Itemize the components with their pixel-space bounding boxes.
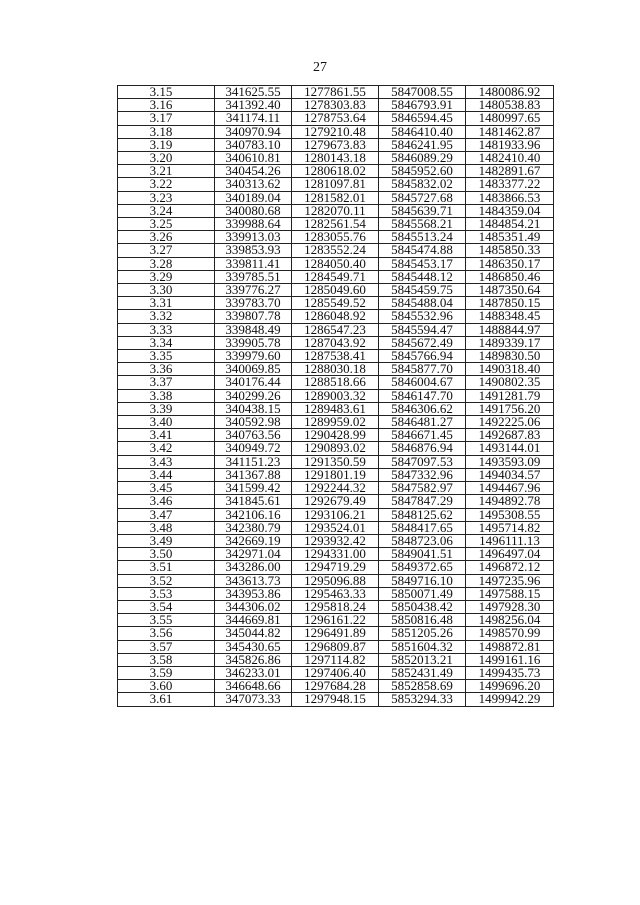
cell-value-d: 1499161.16 bbox=[466, 653, 554, 666]
cell-value-b: 1297114.82 bbox=[292, 653, 379, 666]
table-row bbox=[118, 574, 554, 587]
cell-point-id: 3.35 bbox=[118, 350, 215, 363]
table-row bbox=[118, 165, 554, 178]
table-row bbox=[118, 600, 554, 613]
cell-value-a: 339988.64 bbox=[215, 218, 292, 231]
cell-value-b: 1285549.52 bbox=[292, 297, 379, 310]
table-row bbox=[118, 442, 554, 455]
cell-value-b: 1292679.49 bbox=[292, 495, 379, 508]
cell-value-b: 1277861.55 bbox=[292, 86, 379, 99]
cell-value-c: 5853294.33 bbox=[379, 693, 466, 706]
cell-value-b: 1281582.01 bbox=[292, 191, 379, 204]
cell-point-id: 3.37 bbox=[118, 376, 215, 389]
cell-value-b: 1297684.28 bbox=[292, 680, 379, 693]
cell-point-id: 3.28 bbox=[118, 257, 215, 270]
table-row bbox=[118, 204, 554, 217]
cell-point-id: 3.33 bbox=[118, 323, 215, 336]
cell-value-b: 1283055.76 bbox=[292, 231, 379, 244]
cell-value-b: 1295463.33 bbox=[292, 587, 379, 600]
cell-value-c: 5852858.69 bbox=[379, 680, 466, 693]
table-row bbox=[118, 495, 554, 508]
cell-value-d: 1498256.04 bbox=[466, 614, 554, 627]
cell-value-b: 1281097.81 bbox=[292, 178, 379, 191]
cell-value-b: 1280143.18 bbox=[292, 152, 379, 165]
cell-point-id: 3.36 bbox=[118, 363, 215, 376]
cell-value-b: 1296809.87 bbox=[292, 640, 379, 653]
cell-value-c: 5845594.47 bbox=[379, 323, 466, 336]
cell-value-c: 5845727.68 bbox=[379, 191, 466, 204]
table-row bbox=[118, 231, 554, 244]
cell-value-d: 1480997.65 bbox=[466, 112, 554, 125]
cell-value-a: 341599.42 bbox=[215, 482, 292, 495]
cell-point-id: 3.43 bbox=[118, 455, 215, 468]
cell-value-d: 1496872.12 bbox=[466, 561, 554, 574]
cell-point-id: 3.38 bbox=[118, 389, 215, 402]
cell-value-a: 346233.01 bbox=[215, 666, 292, 679]
cell-value-a: 341625.55 bbox=[215, 86, 292, 99]
cell-value-d: 1486850.46 bbox=[466, 270, 554, 283]
cell-value-c: 5847097.53 bbox=[379, 455, 466, 468]
cell-value-b: 1292244.32 bbox=[292, 482, 379, 495]
cell-value-c: 5845448.12 bbox=[379, 270, 466, 283]
cell-value-a: 339913.03 bbox=[215, 231, 292, 244]
cell-value-a: 340299.26 bbox=[215, 389, 292, 402]
cell-value-d: 1489339.17 bbox=[466, 336, 554, 349]
table-row bbox=[118, 548, 554, 561]
cell-value-a: 340949.72 bbox=[215, 442, 292, 455]
table-row bbox=[118, 508, 554, 521]
table-row bbox=[118, 640, 554, 653]
cell-value-b: 1294719.29 bbox=[292, 561, 379, 574]
cell-value-a: 341845.61 bbox=[215, 495, 292, 508]
table-row bbox=[118, 416, 554, 429]
cell-value-b: 1293932.42 bbox=[292, 534, 379, 547]
table-row bbox=[118, 587, 554, 600]
cell-value-d: 1481462.87 bbox=[466, 125, 554, 138]
cell-value-a: 339811.41 bbox=[215, 257, 292, 270]
cell-point-id: 3.27 bbox=[118, 244, 215, 257]
cell-value-d: 1488844.97 bbox=[466, 323, 554, 336]
cell-value-b: 1288030.18 bbox=[292, 363, 379, 376]
cell-value-d: 1483866.53 bbox=[466, 191, 554, 204]
cell-value-b: 1286547.23 bbox=[292, 323, 379, 336]
cell-value-a: 345430.65 bbox=[215, 640, 292, 653]
cell-value-a: 339785.51 bbox=[215, 270, 292, 283]
cell-point-id: 3.61 bbox=[118, 693, 215, 706]
cell-value-a: 340610.81 bbox=[215, 152, 292, 165]
cell-value-d: 1492687.83 bbox=[466, 429, 554, 442]
cell-value-b: 1287538.41 bbox=[292, 350, 379, 363]
cell-value-c: 5847582.97 bbox=[379, 482, 466, 495]
cell-point-id: 3.16 bbox=[118, 99, 215, 112]
cell-point-id: 3.59 bbox=[118, 666, 215, 679]
cell-value-d: 1498872.81 bbox=[466, 640, 554, 653]
cell-point-id: 3.50 bbox=[118, 548, 215, 561]
cell-value-c: 5849716.10 bbox=[379, 574, 466, 587]
cell-value-d: 1491756.20 bbox=[466, 402, 554, 415]
cell-value-d: 1495714.82 bbox=[466, 521, 554, 534]
cell-point-id: 3.31 bbox=[118, 297, 215, 310]
cell-value-a: 344306.02 bbox=[215, 600, 292, 613]
cell-value-b: 1289959.02 bbox=[292, 416, 379, 429]
table-row bbox=[118, 178, 554, 191]
cell-point-id: 3.49 bbox=[118, 534, 215, 547]
cell-value-b: 1290893.02 bbox=[292, 442, 379, 455]
cell-point-id: 3.22 bbox=[118, 178, 215, 191]
cell-point-id: 3.44 bbox=[118, 468, 215, 481]
table-row bbox=[118, 310, 554, 323]
cell-point-id: 3.42 bbox=[118, 442, 215, 455]
table-row bbox=[118, 191, 554, 204]
cell-value-b: 1279673.83 bbox=[292, 138, 379, 151]
cell-value-b: 1283552.24 bbox=[292, 244, 379, 257]
table-row bbox=[118, 468, 554, 481]
cell-point-id: 3.58 bbox=[118, 653, 215, 666]
cell-value-a: 340069.85 bbox=[215, 363, 292, 376]
cell-point-id: 3.20 bbox=[118, 152, 215, 165]
cell-value-c: 5846004.67 bbox=[379, 376, 466, 389]
cell-value-a: 345826.86 bbox=[215, 653, 292, 666]
cell-point-id: 3.17 bbox=[118, 112, 215, 125]
cell-value-a: 339776.27 bbox=[215, 284, 292, 297]
table-row bbox=[118, 350, 554, 363]
cell-point-id: 3.56 bbox=[118, 627, 215, 640]
cell-value-b: 1297948.15 bbox=[292, 693, 379, 706]
cell-point-id: 3.57 bbox=[118, 640, 215, 653]
cell-point-id: 3.46 bbox=[118, 495, 215, 508]
cell-value-a: 347073.33 bbox=[215, 693, 292, 706]
page-number: 27 bbox=[313, 60, 327, 75]
cell-value-c: 5847008.55 bbox=[379, 86, 466, 99]
cell-value-c: 5851205.26 bbox=[379, 627, 466, 640]
cell-value-c: 5846793.91 bbox=[379, 99, 466, 112]
cell-point-id: 3.21 bbox=[118, 165, 215, 178]
cell-value-d: 1497235.96 bbox=[466, 574, 554, 587]
cell-value-b: 1296491.89 bbox=[292, 627, 379, 640]
table-row bbox=[118, 521, 554, 534]
cell-point-id: 3.48 bbox=[118, 521, 215, 534]
coordinate-table-container bbox=[117, 85, 554, 707]
cell-value-c: 5847332.96 bbox=[379, 468, 466, 481]
cell-value-d: 1490318.40 bbox=[466, 363, 554, 376]
cell-value-d: 1483377.22 bbox=[466, 178, 554, 191]
cell-value-b: 1279210.48 bbox=[292, 125, 379, 138]
cell-value-b: 1293106.21 bbox=[292, 508, 379, 521]
cell-value-c: 5846594.45 bbox=[379, 112, 466, 125]
cell-value-b: 1288518.66 bbox=[292, 376, 379, 389]
table-row bbox=[118, 152, 554, 165]
cell-value-c: 5852431.49 bbox=[379, 666, 466, 679]
cell-value-c: 5846410.40 bbox=[379, 125, 466, 138]
table-row bbox=[118, 666, 554, 679]
table-row bbox=[118, 561, 554, 574]
cell-value-c: 5845474.88 bbox=[379, 244, 466, 257]
cell-value-c: 5845672.49 bbox=[379, 336, 466, 349]
cell-point-id: 3.51 bbox=[118, 561, 215, 574]
cell-value-a: 346648.66 bbox=[215, 680, 292, 693]
cell-value-a: 340080.68 bbox=[215, 204, 292, 217]
cell-value-a: 340313.62 bbox=[215, 178, 292, 191]
cell-value-a: 339848.49 bbox=[215, 323, 292, 336]
cell-value-d: 1488348.45 bbox=[466, 310, 554, 323]
cell-value-a: 341392.40 bbox=[215, 99, 292, 112]
cell-value-c: 5845513.24 bbox=[379, 231, 466, 244]
cell-point-id: 3.34 bbox=[118, 336, 215, 349]
cell-value-c: 5845639.71 bbox=[379, 204, 466, 217]
cell-point-id: 3.39 bbox=[118, 402, 215, 415]
cell-value-a: 342380.79 bbox=[215, 521, 292, 534]
coordinate-table-body bbox=[118, 86, 554, 707]
cell-value-b: 1295818.24 bbox=[292, 600, 379, 613]
cell-value-a: 342106.16 bbox=[215, 508, 292, 521]
cell-value-a: 343613.73 bbox=[215, 574, 292, 587]
coordinate-table bbox=[117, 85, 554, 707]
cell-value-c: 5846241.95 bbox=[379, 138, 466, 151]
cell-point-id: 3.32 bbox=[118, 310, 215, 323]
cell-value-a: 340970.94 bbox=[215, 125, 292, 138]
cell-value-a: 341151.23 bbox=[215, 455, 292, 468]
table-row bbox=[118, 455, 554, 468]
cell-value-d: 1489830.50 bbox=[466, 350, 554, 363]
cell-value-c: 5845766.94 bbox=[379, 350, 466, 363]
cell-value-d: 1486350.17 bbox=[466, 257, 554, 270]
table-row bbox=[118, 297, 554, 310]
cell-value-c: 5845453.17 bbox=[379, 257, 466, 270]
cell-value-a: 340438.15 bbox=[215, 402, 292, 415]
table-row bbox=[118, 218, 554, 231]
cell-value-d: 1485351.49 bbox=[466, 231, 554, 244]
cell-value-a: 342669.19 bbox=[215, 534, 292, 547]
cell-value-b: 1291801.19 bbox=[292, 468, 379, 481]
cell-value-d: 1496497.04 bbox=[466, 548, 554, 561]
cell-value-b: 1278303.83 bbox=[292, 99, 379, 112]
cell-value-b: 1287043.92 bbox=[292, 336, 379, 349]
cell-value-d: 1487850.15 bbox=[466, 297, 554, 310]
cell-point-id: 3.60 bbox=[118, 680, 215, 693]
cell-value-b: 1284050.40 bbox=[292, 257, 379, 270]
cell-value-a: 342971.04 bbox=[215, 548, 292, 561]
table-row bbox=[118, 402, 554, 415]
cell-value-a: 339905.78 bbox=[215, 336, 292, 349]
cell-value-a: 343953.86 bbox=[215, 587, 292, 600]
table-row bbox=[118, 363, 554, 376]
cell-value-d: 1496111.13 bbox=[466, 534, 554, 547]
cell-value-d: 1494467.96 bbox=[466, 482, 554, 495]
table-row bbox=[118, 429, 554, 442]
cell-value-b: 1278753.64 bbox=[292, 112, 379, 125]
cell-value-d: 1499696.20 bbox=[466, 680, 554, 693]
cell-point-id: 3.53 bbox=[118, 587, 215, 600]
cell-value-c: 5846147.70 bbox=[379, 389, 466, 402]
cell-value-d: 1481933.96 bbox=[466, 138, 554, 151]
cell-value-c: 5848125.62 bbox=[379, 508, 466, 521]
cell-point-id: 3.41 bbox=[118, 429, 215, 442]
cell-value-a: 340592.98 bbox=[215, 416, 292, 429]
cell-value-a: 339853.93 bbox=[215, 244, 292, 257]
cell-point-id: 3.30 bbox=[118, 284, 215, 297]
cell-value-c: 5846671.45 bbox=[379, 429, 466, 442]
cell-value-d: 1493593.09 bbox=[466, 455, 554, 468]
cell-value-c: 5846876.94 bbox=[379, 442, 466, 455]
cell-value-a: 341174.11 bbox=[215, 112, 292, 125]
cell-point-id: 3.47 bbox=[118, 508, 215, 521]
table-row bbox=[118, 680, 554, 693]
cell-value-c: 5847847.29 bbox=[379, 495, 466, 508]
cell-value-a: 339807.78 bbox=[215, 310, 292, 323]
cell-point-id: 3.25 bbox=[118, 218, 215, 231]
cell-value-d: 1497928.30 bbox=[466, 600, 554, 613]
cell-value-b: 1293524.01 bbox=[292, 521, 379, 534]
cell-value-c: 5848723.06 bbox=[379, 534, 466, 547]
table-row bbox=[118, 112, 554, 125]
cell-value-c: 5851604.32 bbox=[379, 640, 466, 653]
cell-point-id: 3.18 bbox=[118, 125, 215, 138]
cell-value-c: 5850438.42 bbox=[379, 600, 466, 613]
cell-value-b: 1290428.99 bbox=[292, 429, 379, 442]
cell-value-b: 1284549.71 bbox=[292, 270, 379, 283]
cell-value-d: 1494034.57 bbox=[466, 468, 554, 481]
cell-value-c: 5850071.49 bbox=[379, 587, 466, 600]
cell-value-d: 1480086.92 bbox=[466, 86, 554, 99]
cell-value-c: 5852013.21 bbox=[379, 653, 466, 666]
cell-point-id: 3.15 bbox=[118, 86, 215, 99]
table-row bbox=[118, 534, 554, 547]
cell-value-d: 1487350.64 bbox=[466, 284, 554, 297]
cell-value-a: 341367.88 bbox=[215, 468, 292, 481]
table-row bbox=[118, 614, 554, 627]
table-row bbox=[118, 482, 554, 495]
cell-value-c: 5846306.62 bbox=[379, 402, 466, 415]
cell-value-d: 1482410.40 bbox=[466, 152, 554, 165]
cell-value-c: 5849041.51 bbox=[379, 548, 466, 561]
cell-value-b: 1294331.00 bbox=[292, 548, 379, 561]
table-row bbox=[118, 376, 554, 389]
cell-point-id: 3.26 bbox=[118, 231, 215, 244]
cell-value-d: 1494892.78 bbox=[466, 495, 554, 508]
cell-value-c: 5848417.65 bbox=[379, 521, 466, 534]
table-row bbox=[118, 653, 554, 666]
cell-value-b: 1297406.40 bbox=[292, 666, 379, 679]
cell-value-c: 5845877.70 bbox=[379, 363, 466, 376]
cell-value-a: 343286.00 bbox=[215, 561, 292, 574]
cell-value-c: 5846481.27 bbox=[379, 416, 466, 429]
table-row bbox=[118, 125, 554, 138]
cell-point-id: 3.55 bbox=[118, 614, 215, 627]
table-row bbox=[118, 270, 554, 283]
cell-value-b: 1291350.59 bbox=[292, 455, 379, 468]
cell-value-d: 1498570.99 bbox=[466, 627, 554, 640]
cell-value-d: 1493144.01 bbox=[466, 442, 554, 455]
cell-value-c: 5846089.29 bbox=[379, 152, 466, 165]
table-row bbox=[118, 389, 554, 402]
table-row bbox=[118, 284, 554, 297]
cell-point-id: 3.54 bbox=[118, 600, 215, 613]
cell-value-b: 1289483.61 bbox=[292, 402, 379, 415]
cell-value-d: 1491281.79 bbox=[466, 389, 554, 402]
cell-value-b: 1282561.54 bbox=[292, 218, 379, 231]
cell-value-c: 5845832.02 bbox=[379, 178, 466, 191]
table-row bbox=[118, 336, 554, 349]
cell-value-a: 345044.82 bbox=[215, 627, 292, 640]
cell-value-b: 1289003.32 bbox=[292, 389, 379, 402]
cell-point-id: 3.40 bbox=[118, 416, 215, 429]
cell-point-id: 3.29 bbox=[118, 270, 215, 283]
cell-value-d: 1484854.21 bbox=[466, 218, 554, 231]
cell-value-c: 5845568.21 bbox=[379, 218, 466, 231]
cell-value-c: 5850816.48 bbox=[379, 614, 466, 627]
table-row bbox=[118, 86, 554, 99]
cell-value-d: 1480538.83 bbox=[466, 99, 554, 112]
cell-value-b: 1286048.92 bbox=[292, 310, 379, 323]
cell-value-d: 1497588.15 bbox=[466, 587, 554, 600]
cell-value-b: 1296161.22 bbox=[292, 614, 379, 627]
cell-value-c: 5845488.04 bbox=[379, 297, 466, 310]
cell-value-a: 339783.70 bbox=[215, 297, 292, 310]
cell-value-b: 1280618.02 bbox=[292, 165, 379, 178]
cell-value-c: 5845532.96 bbox=[379, 310, 466, 323]
cell-value-b: 1295096.88 bbox=[292, 574, 379, 587]
cell-value-a: 340763.56 bbox=[215, 429, 292, 442]
table-row bbox=[118, 244, 554, 257]
cell-value-a: 344669.81 bbox=[215, 614, 292, 627]
cell-value-a: 340783.10 bbox=[215, 138, 292, 151]
cell-value-d: 1499942.29 bbox=[466, 693, 554, 706]
cell-value-a: 340176.44 bbox=[215, 376, 292, 389]
cell-value-d: 1495308.55 bbox=[466, 508, 554, 521]
cell-point-id: 3.52 bbox=[118, 574, 215, 587]
cell-point-id: 3.24 bbox=[118, 204, 215, 217]
cell-value-c: 5845952.60 bbox=[379, 165, 466, 178]
cell-value-d: 1492225.06 bbox=[466, 416, 554, 429]
cell-value-b: 1285049.60 bbox=[292, 284, 379, 297]
table-row bbox=[118, 257, 554, 270]
table-row bbox=[118, 693, 554, 706]
cell-point-id: 3.19 bbox=[118, 138, 215, 151]
cell-value-d: 1485850.33 bbox=[466, 244, 554, 257]
cell-value-d: 1490802.35 bbox=[466, 376, 554, 389]
cell-point-id: 3.45 bbox=[118, 482, 215, 495]
table-row bbox=[118, 99, 554, 112]
cell-value-d: 1484359.04 bbox=[466, 204, 554, 217]
cell-value-a: 340189.04 bbox=[215, 191, 292, 204]
cell-value-d: 1499435.73 bbox=[466, 666, 554, 679]
table-row bbox=[118, 138, 554, 151]
table-row bbox=[118, 627, 554, 640]
cell-value-d: 1482891.67 bbox=[466, 165, 554, 178]
cell-value-a: 339979.60 bbox=[215, 350, 292, 363]
cell-value-c: 5849372.65 bbox=[379, 561, 466, 574]
table-row bbox=[118, 323, 554, 336]
cell-value-a: 340454.26 bbox=[215, 165, 292, 178]
cell-value-b: 1282070.11 bbox=[292, 204, 379, 217]
cell-point-id: 3.23 bbox=[118, 191, 215, 204]
cell-value-c: 5845459.75 bbox=[379, 284, 466, 297]
